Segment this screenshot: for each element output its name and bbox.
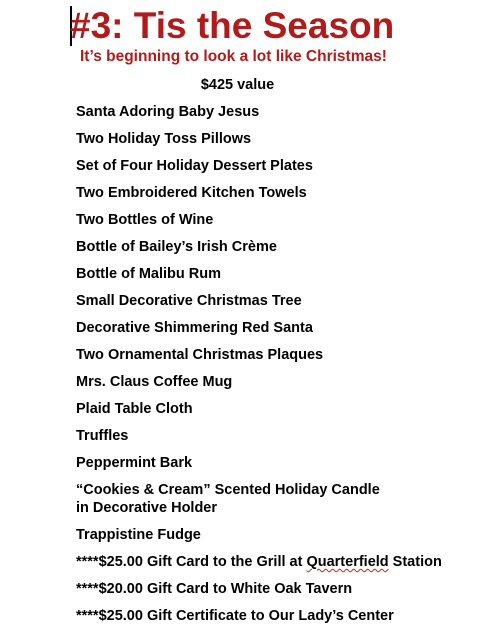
list-item: Two Embroidered Kitchen Towels xyxy=(76,185,307,201)
value-label xyxy=(0,76,479,94)
misspelled-word: Quarterfield xyxy=(306,554,389,570)
item-list xyxy=(76,103,476,634)
list-item: Decorative Shimmering Red Santa xyxy=(76,320,313,336)
list-item: Santa Adoring Baby Jesus xyxy=(76,104,260,120)
page-subtitle: It’s beginning to look a lot like Christmas! xyxy=(80,48,387,65)
list-item: Bottle of Bailey’s Irish Crème xyxy=(76,239,277,255)
gift-card-grill-suffix: Station xyxy=(388,554,442,570)
list-item: Set of Four Holiday Dessert Plates xyxy=(76,158,313,174)
list-item: Two Ornamental Christmas Plaques xyxy=(76,347,324,363)
list-item: Bottle of Malibu Rum xyxy=(76,266,221,282)
list-item: Peppermint Bark xyxy=(76,455,193,471)
value-text: $425 value xyxy=(200,77,275,93)
list-item: Two Holiday Toss Pillows xyxy=(76,131,252,147)
page-title: #3: Tis the Season xyxy=(70,5,395,46)
list-item: Trappistine Fudge xyxy=(76,527,201,543)
gift-card-grill-prefix: ****$25.00 Gift Card to the Grill at xyxy=(76,554,307,570)
list-item: “Cookies & Cream” Scented Holiday Candle in Decorative Holder xyxy=(76,482,380,516)
list-item: Plaid Table Cloth xyxy=(76,401,193,417)
gift-card-grill xyxy=(76,553,476,580)
list-item: Mrs. Claus Coffee Mug xyxy=(76,374,233,390)
list-item: Two Bottles of Wine xyxy=(76,212,214,228)
list-item: Small Decorative Christmas Tree xyxy=(76,293,302,309)
gift-certificate-our-lady: ****$25.00 Gift Certificate to Our Lady’s Center xyxy=(76,608,394,624)
list-item: Truffles xyxy=(76,428,129,444)
gift-card-white-oak: ****$20.00 Gift Card to White Oak Tavern xyxy=(76,581,353,597)
